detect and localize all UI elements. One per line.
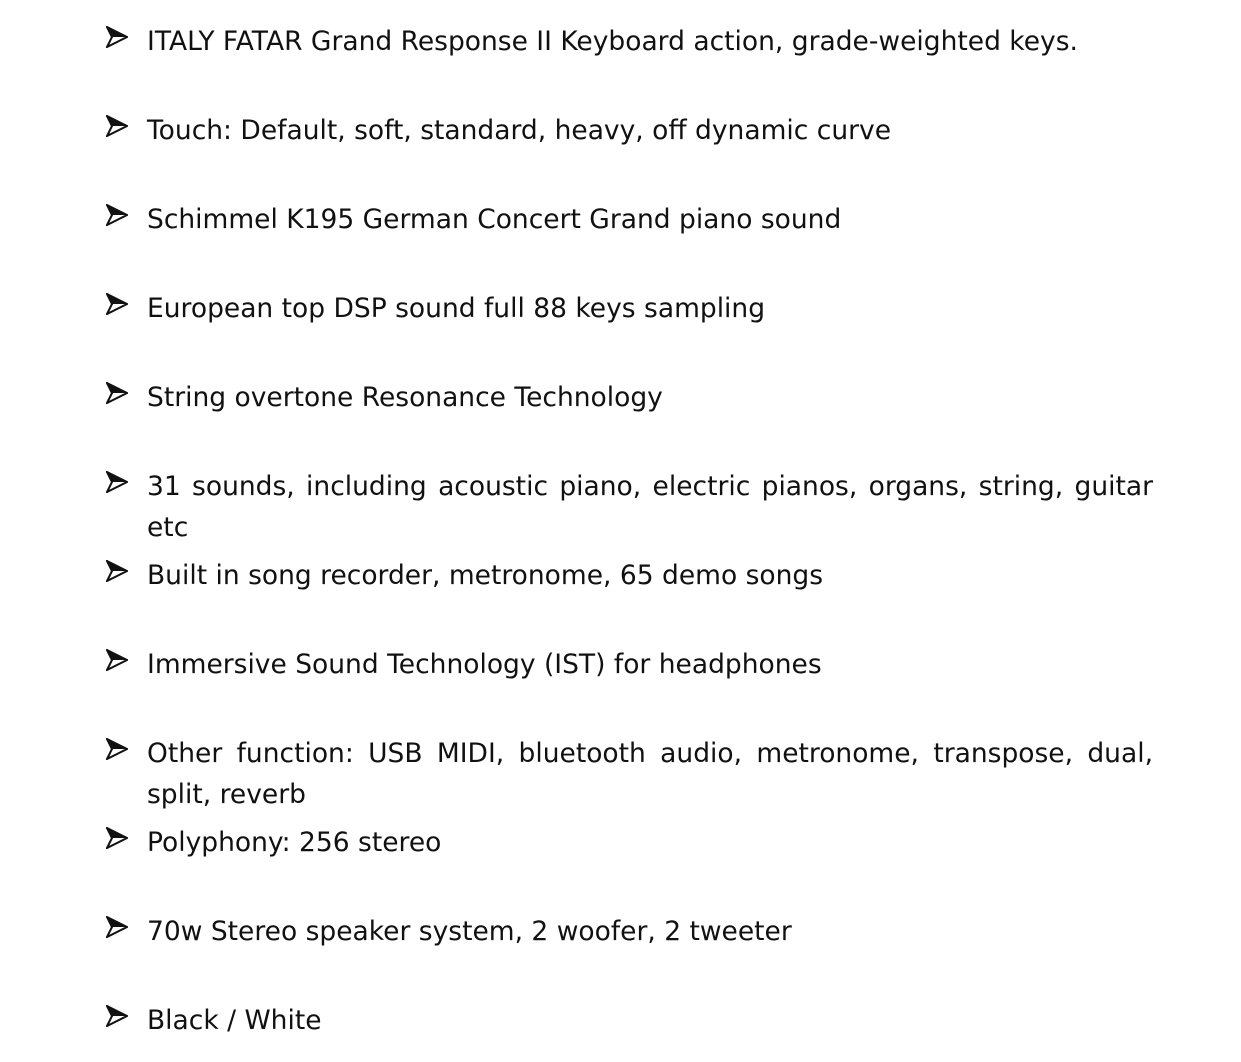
- feature-text: String overtone Resonance Technology: [147, 382, 663, 413]
- arrowhead-bullet-icon: [106, 1005, 128, 1027]
- feature-text: 31 sounds, including acoustic piano, electric pianos, organs, string, guitar etc: [147, 471, 1153, 543]
- feature-text: Touch: Default, soft, standard, heavy, off dynamic curve: [147, 115, 891, 146]
- arrowhead-bullet-icon: [106, 827, 128, 849]
- feature-text: European top DSP sound full 88 keys sampling: [147, 293, 766, 324]
- arrowhead-bullet-icon: [106, 115, 128, 137]
- arrowhead-bullet-icon: [106, 649, 128, 671]
- feature-text: Schimmel K195 German Concert Grand piano sound: [147, 204, 842, 235]
- feature-text: Built in song recorder, metronome, 65 demo songs: [147, 560, 824, 591]
- feature-text: Other function: USB MIDI, bluetooth audio, metronome, transpose, dual, split, reverb: [147, 738, 1153, 810]
- feature-text: Polyphony: 256 stereo: [147, 827, 442, 858]
- arrowhead-bullet-icon: [106, 382, 128, 404]
- arrowhead-bullet-icon: [106, 293, 128, 315]
- feature-text: Immersive Sound Technology (IST) for headphones: [147, 649, 822, 680]
- arrowhead-bullet-icon: [106, 471, 128, 493]
- feature-text: 70w Stereo speaker system, 2 woofer, 2 tweeter: [147, 916, 792, 947]
- arrowhead-bullet-icon: [106, 26, 128, 48]
- arrowhead-bullet-icon: [106, 738, 128, 760]
- arrowhead-bullet-icon: [106, 560, 128, 582]
- arrowhead-bullet-icon: [106, 204, 128, 226]
- feature-text: Black / White: [147, 1005, 322, 1036]
- feature-text: ITALY FATAR Grand Response II Keyboard action, grade-weighted keys.: [147, 26, 1078, 57]
- arrowhead-bullet-icon: [106, 916, 128, 938]
